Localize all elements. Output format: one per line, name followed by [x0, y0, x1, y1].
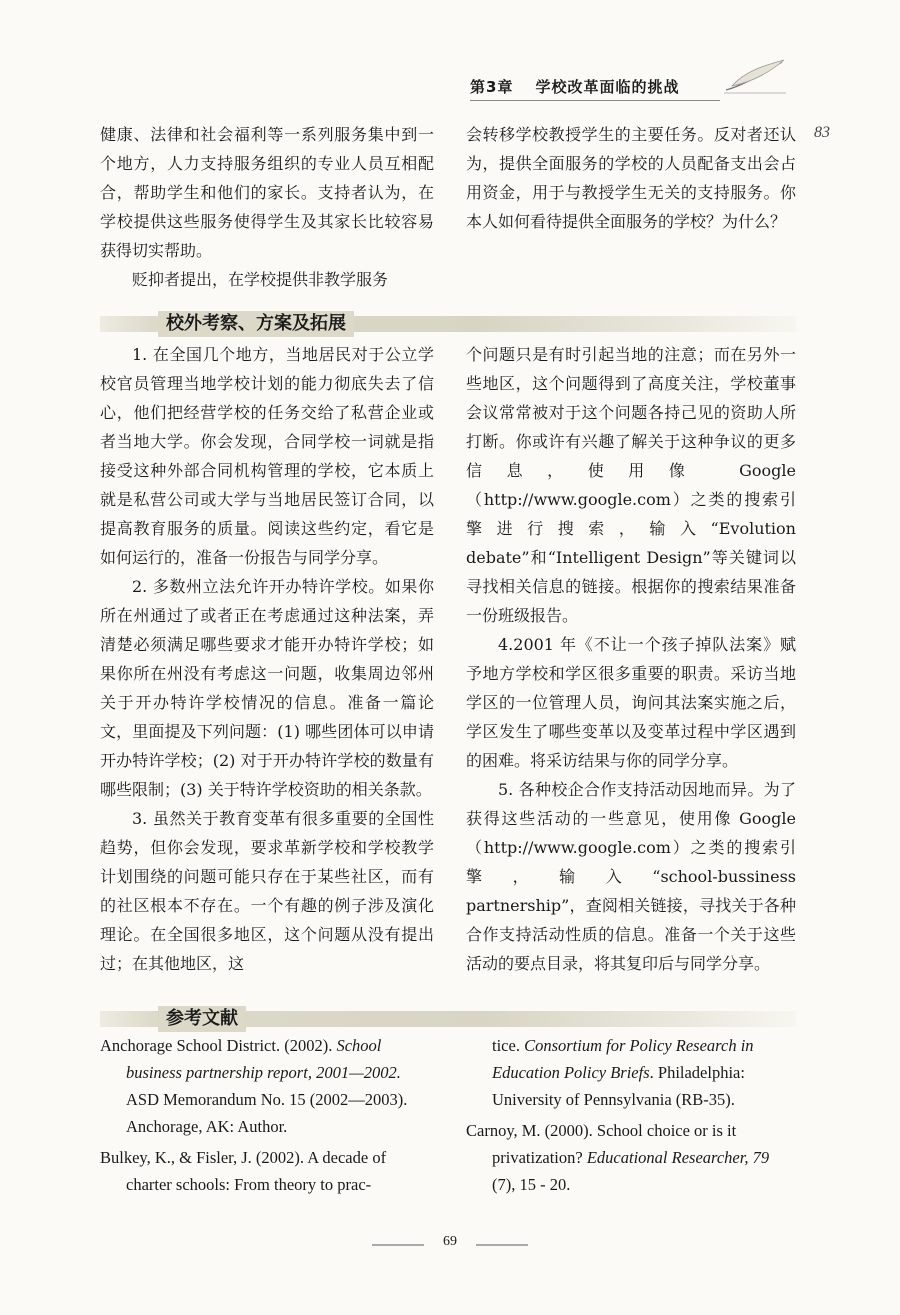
- chapter-number: 第3章: [470, 78, 514, 96]
- paragraph: 健康、法律和社会福利等一系列服务集中到一个地方，人力支持服务组织的专业人员互相配合，帮助学生和他们的家长。支持者认为，在学校提供这些服务使得学生及其家长比较容易获得切实帮助。: [100, 125, 434, 260]
- margin-page-number: 83: [814, 124, 830, 141]
- running-header: [470, 76, 720, 101]
- paragraph: 会转移学校教授学生的主要任务。反对者还认为，提供全面服务的学校的人员配备支出会占用资金，用于与教授学生无关的支持服务。你本人如何看待提供全面服务的学校？为什么？: [466, 125, 796, 231]
- reference-entry: Carnoy, M. (2000). School choice or is it privatization? Educational Researcher, 79 (7), 15 - 20.: [466, 1121, 770, 1194]
- section-title: 校外考察、方案及拓展: [158, 311, 354, 337]
- top-left-column: [100, 120, 434, 294]
- page-number: 69: [443, 1234, 457, 1249]
- section-heading-references: [100, 1006, 796, 1032]
- quill-decoration-icon: [722, 56, 788, 96]
- paragraph: 个问题只是有时引起当地的注意；而在另外一些地区，这个问题得到了高度关注，学校董事会议常常被对于这个问题各持己见的资助人所打断。你或许有兴趣了解关于这种争议的更多信息，使用像 Google（http://www.google.com）之类的搜索引擎进行搜索，输入“Evolution debate”和“Intelligent Design”等关键词以寻找相关信息的链接。根据你的搜索结果准备一份班级报告。: [466, 345, 796, 625]
- footer-rule: [476, 1244, 528, 1246]
- reference-entry: Bulkey, K., & Fisler, J. (2002). A decade of charter schools: From theory to prac-: [100, 1148, 387, 1194]
- page-footer: [0, 1232, 900, 1256]
- references-right-column: [466, 1032, 796, 1202]
- list-item: 2. 多数州立法允许开办特许学校。如果你所在州通过了或者正在考虑通过这种法案，弄清楚必须满足哪些要求才能开办特许学校；如果你所在州没有考虑这一问题，收集周边邻州关于开办特许学校情况的信息。准备一篇论文，里面提及下列问题：(1) 哪些团体可以申请开办特许学校；(2) 对于开办特许学校的数量有哪些限制；(3) 关于特许学校资助的相关条款。: [100, 577, 434, 799]
- list-item: 4.2001 年《不让一个孩子掉队法案》赋予地方学校和学区很多重要的职责。采访当地学区的一位管理人员，询问其法案实施之后，学区发生了哪些变革以及变革过程中学区遇到的困难。将采访结果与你的同学分享。: [466, 635, 796, 770]
- top-right-column: [466, 120, 796, 236]
- section-heading-fieldwork: [100, 311, 796, 337]
- chapter-title: 学校改革面临的挑战: [535, 78, 680, 96]
- reference-entry: tice. Consortium for Policy Research in Education Policy Briefs. Philadelphia: University of Pennsylvania (RB-35).: [492, 1036, 754, 1109]
- section-title: 参考文献: [158, 1006, 246, 1032]
- list-item: 3. 虽然关于教育变革有很多重要的全国性趋势，但你会发现，要求革新学校和学校教学计划围绕的问题可能只存在于某些社区，而有的社区根本不存在。一个有趣的例子涉及演化理论。在全国很多地区，这个问题从没有提出过；在其他地区，这: [100, 809, 434, 973]
- paragraph: 贬抑者提出，在学校提供非教学服务: [132, 270, 389, 289]
- reference-entry: Anchorage School District. (2002). School business partnership report, 2001—2002. ASD Memorandum No. 15 (2002—2003). Anchorage, AK: Author.: [100, 1036, 408, 1136]
- references-left-column: [100, 1032, 434, 1202]
- list-item: 5. 各种校企合作支持活动因地而异。为了获得这些活动的一些意见，使用像 Google（http://www.google.com）之类的搜索引擎，输入“school-bussiness partnership”，查阅相关链接，寻找关于各种合作支持活动性质的信息。准备一个关于这些活动的要点目录，将其复印后与同学分享。: [466, 780, 796, 973]
- footer-rule: [372, 1244, 424, 1246]
- fieldwork-left-column: [100, 340, 434, 978]
- list-item: 1. 在全国几个地方，当地居民对于公立学校官员管理当地学校计划的能力彻底失去了信心，他们把经营学校的任务交给了私营企业或者当地大学。你会发现，合同学校一词就是指接受这种外部合同机构管理的学校，它本质上就是私营公司或大学与当地居民签订合同，以提高教育服务的质量。阅读这些约定，看它是如何运行的，准备一份报告与同学分享。: [100, 345, 434, 567]
- fieldwork-right-column: [466, 340, 796, 978]
